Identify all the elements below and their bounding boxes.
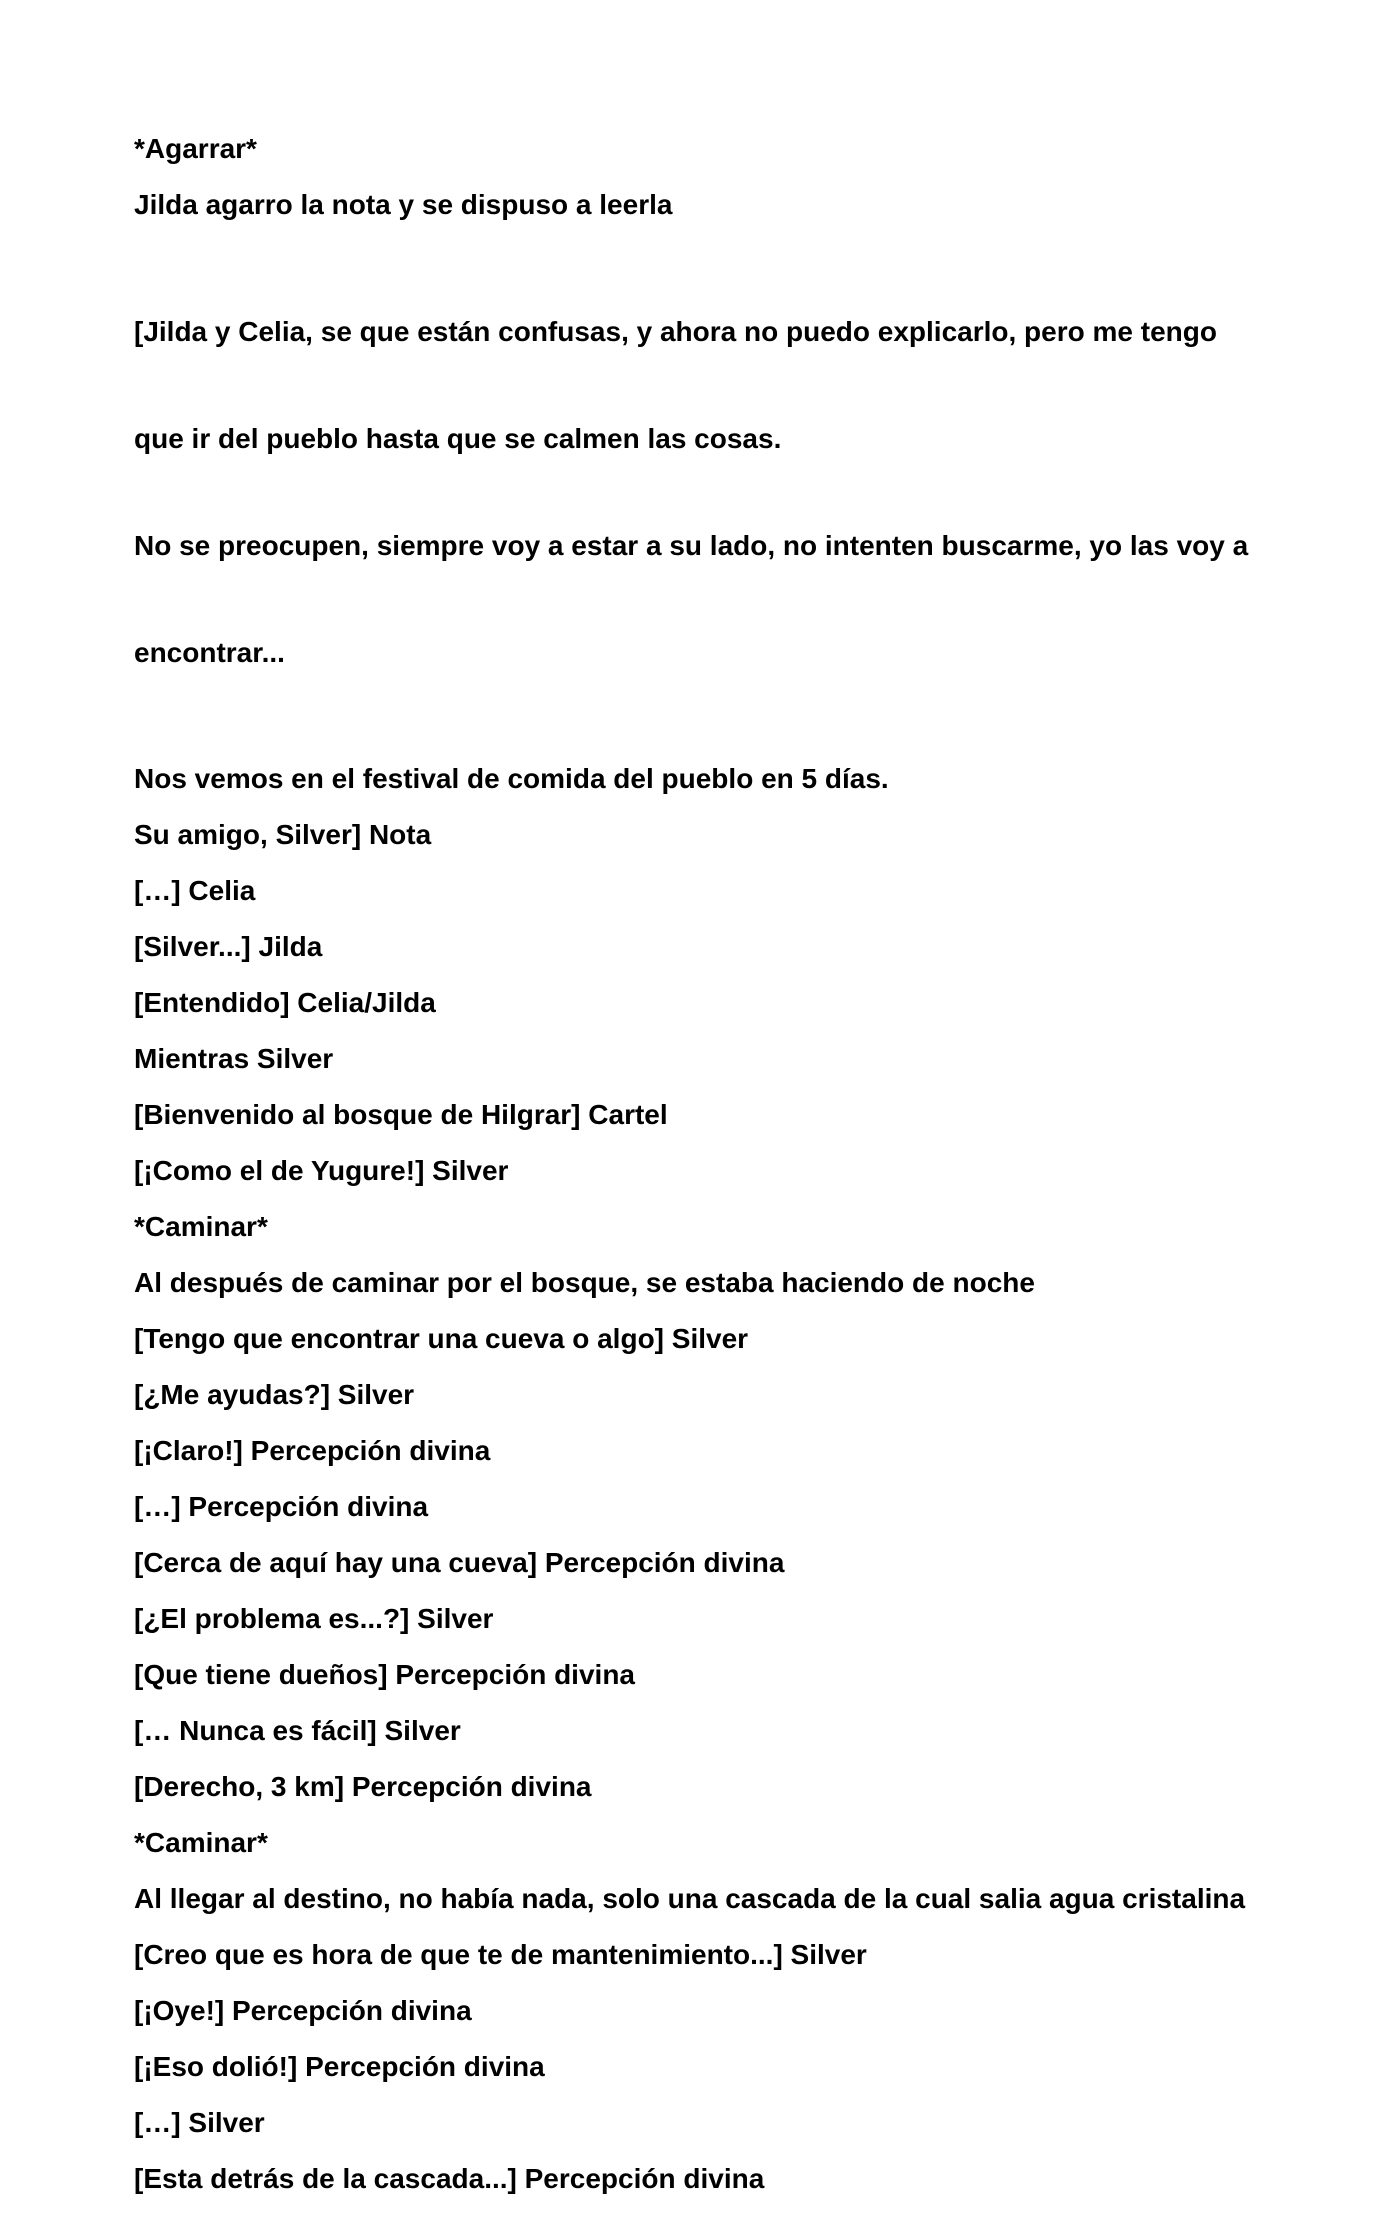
paragraph: Al después de caminar por el bosque, se estaba haciendo de noche: [134, 1267, 1035, 1298]
paragraph: [¡Claro!] Percepción divina: [134, 1435, 491, 1466]
paragraph: [¡Como el de Yugure!] Silver: [134, 1155, 509, 1186]
paragraph: [¡Oye!] Percepción divina: [134, 1995, 472, 2026]
paragraph: […] Celia: [134, 875, 256, 906]
document-page: [134, 132, 1274, 2218]
paragraph: [Silver...] Jilda: [134, 931, 323, 962]
paragraph: […] Percepción divina: [134, 1491, 429, 1522]
paragraph: [Bienvenido al bosque de Hilgrar] Cartel: [134, 1099, 668, 1130]
paragraph: Mientras Silver: [134, 1043, 334, 1074]
paragraph: [Cerca de aquí hay una cueva] Percepción divina: [134, 1547, 785, 1578]
paragraph: [¡Eso dolió!] Percepción divina: [134, 2051, 545, 2082]
paragraph: Nos vemos en el festival de comida del pueblo en 5 días.: [134, 763, 889, 794]
paragraph: [… Nunca es fácil] Silver: [134, 1715, 461, 1746]
note-line: No se preocupen, siempre voy a estar a su lado, no intenten buscarme, yo las voy a: [134, 530, 1249, 561]
paragraph: *Caminar*: [134, 1211, 268, 1242]
paragraph: [¿El problema es...?] Silver: [134, 1603, 494, 1634]
paragraph: [Creo que es hora de que te de mantenimiento...] Silver: [134, 1939, 867, 1970]
paragraph: *Caminar*: [134, 1827, 268, 1858]
paragraph: [Que tiene dueños] Percepción divina: [134, 1659, 635, 1690]
paragraph: [Esta detrás de la cascada...] Percepción divina: [134, 2163, 765, 2194]
note-line: [Jilda y Celia, se que están confusas, y ahora no puedo explicarlo, pero me tengo: [134, 316, 1217, 347]
paragraph: [¿Me ayudas?] Silver: [134, 1379, 415, 1410]
paragraph: Jilda agarro la nota y se dispuso a leerla: [134, 189, 673, 220]
note-line: encontrar...: [134, 637, 285, 668]
paragraph: Su amigo, Silver] Nota: [134, 819, 432, 850]
paragraph: [Derecho, 3 km] Percepción divina: [134, 1771, 592, 1802]
paragraph: […] Silver: [134, 2107, 265, 2138]
note-line: que ir del pueblo hasta que se calmen las cosas.: [134, 423, 782, 454]
paragraph: [Tengo que encontrar una cueva o algo] Silver: [134, 1323, 749, 1354]
paragraph: [Entendido] Celia/Jilda: [134, 987, 436, 1018]
note-text: [134, 244, 1274, 740]
paragraph: *Agarrar*: [134, 133, 257, 164]
paragraph: Al llegar al destino, no había nada, solo una cascada de la cual salia agua cristalina: [134, 1883, 1246, 1914]
